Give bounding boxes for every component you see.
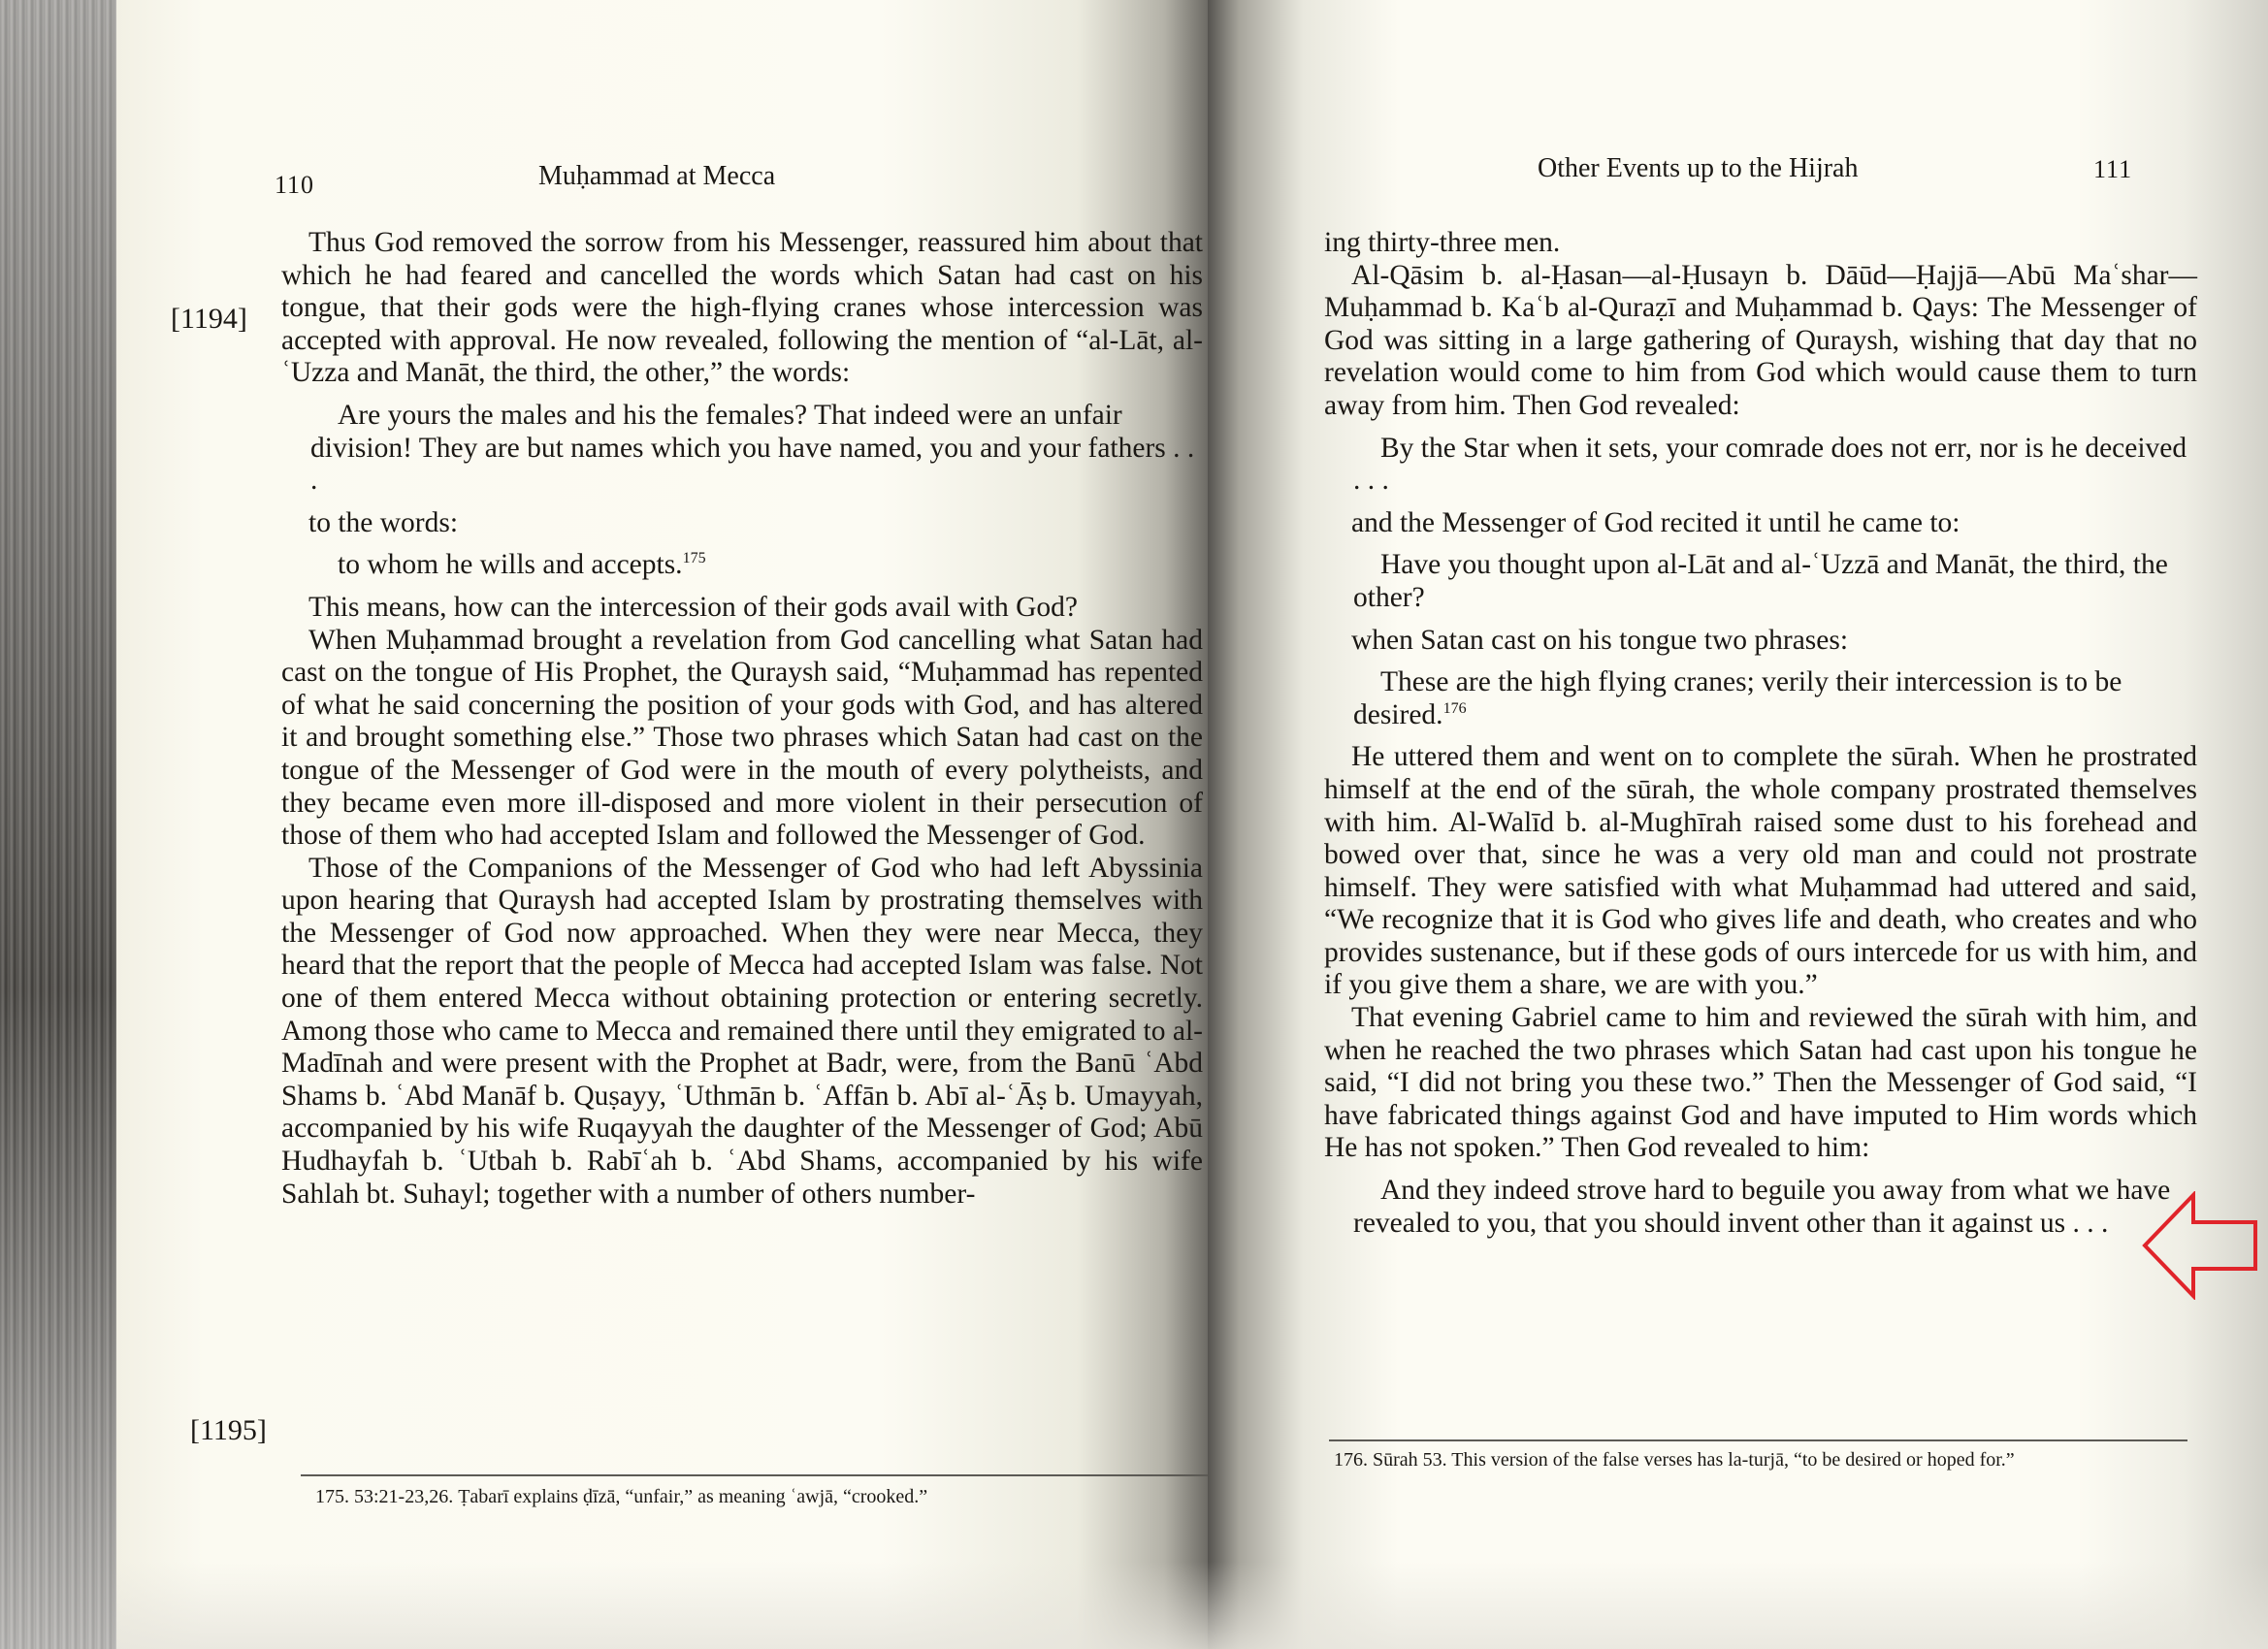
paragraph: Those of the Companions of the Messenger of God who had left Abyssinia upon hearing that Quraysh had accepted Islam by prostrating themselves with the Messenger of God now approached. When they were near Mecca, they heard that the report that the people of Mecca had accepted Islam was false. Not one of them entered Mecca without obtaining protection or entering secretly. Among those who came to Mecca and remained there until they emigrated to al-Madīnah and were present with the Prophet at Badr, were, from the Banū ʿAbd Shams b. ʿAbd Manāf b. Quṣayy, ʿUthmān b. ʿAffān b. Abī al-ʿĀṣ b. Umayyah, accompanied by his wife Ruqayyah the daughter of the Messenger of God; Abū Hudhayfah b. ʿUtbah b. Rabīʿah b. ʿAbd Shams, accompanied by his wife Sahlah bt. Suhayl; together with a number of others number- (281, 852, 1203, 1210)
left-folio: 110 (275, 171, 315, 199)
block-quote (310, 549, 1203, 582)
left-page (116, 0, 1208, 1649)
paragraph: to the words: (308, 506, 459, 538)
block-quote: Are yours the males and his the females? That indeed were an unfair division! They are but names which you have named, you and your fathers . . . (310, 399, 1195, 497)
left-running-head: Muḥammad at Mecca (538, 161, 776, 191)
quote-text: These are the high flying cranes; verily their intercession is to be desired. (1353, 666, 2122, 730)
block-quote: Have you thought upon al-Lāt and al-ʿUzzā and Manāt, the third, the other? (1353, 549, 2168, 613)
paragraph: When Muḥammad brought a revelation from God cancelling what Satan had cast on the tongue of His Prophet, the Quraysh said, “Muḥammad has repented of what he said concerning the position of your gods with God, and has altered it and brought something else.” Those two phrases which Satan had cast on the tongue of the Messenger of God were in the mouth of every polytheists, and they became even more ill-disposed and more violent in their persecution of those of them who had accepted Islam and followed the Messenger of God. (281, 624, 1203, 852)
right-text-column (1324, 227, 2197, 1249)
right-folio: 111 (2093, 155, 2133, 183)
left-text-column (281, 227, 1203, 1211)
margin-ref-1194: [1194] (171, 303, 247, 335)
right-running-head: Other Events up to the Hijrah (1538, 153, 1859, 183)
block-quote (1353, 666, 2197, 731)
paragraph: and the Messenger of God recited it until he came to: (1351, 506, 1960, 538)
arrow-left-outline-icon (2139, 1191, 2260, 1300)
paragraph: ing thirty-three men. (1324, 227, 1561, 258)
footnote-marker-176: 176 (1442, 699, 1467, 717)
paragraph: when Satan cast on his tongue two phrases: (1351, 624, 1849, 656)
paragraph: Al-Qāsim b. al-Ḥasan—al-Ḥusayn b. Dāūd—Ḥajjā—Abū Maʿshar—Muḥammad b. Kaʿb al-Quraẓī and Muḥammad b. Qays: The Messenger of God was sitting in a large gathering of Quraysh, wishing that day that no revelation would come to him from God which would cause them to turn away from him. Then God revealed: (1324, 259, 2197, 421)
left-footnote: 175. 53:21-23,26. Ṭabarī explains ḍīzā, “unfair,” as meaning ʿawjā, “crooked.” (315, 1486, 928, 1507)
block-quote: By the Star when it sets, your comrade does not err, nor is he deceived . . . (1353, 432, 2187, 497)
right-page (1208, 0, 2268, 1649)
right-footnote: 176. Sūrah 53. This version of the false verses has la-turjā, “to be desired or hoped for.” (1334, 1449, 2015, 1471)
footnote-marker-175: 175 (682, 550, 706, 567)
footnote-rule (301, 1474, 1213, 1476)
margin-ref-1195: [1195] (190, 1414, 267, 1446)
page-shadow (116, 1562, 2268, 1649)
paragraph: That evening Gabriel came to him and reviewed the sūrah with him, and when he reached the two phrases which Satan had cast upon his tongue he said, “I did not bring you these two.” Then the Messenger of God said, “I have fabricated things against God and have imputed to Him words which He has not spoken.” Then God revealed to him: (1324, 1002, 2197, 1164)
page-edges (0, 0, 116, 1649)
quote-text: to whom he wills and accepts. (338, 549, 683, 581)
paragraph: This means, how can the intercession of their gods avail with God? (308, 591, 1079, 623)
paragraph: He uttered them and went on to complete the sūrah. When he prostrated himself at the end of the sūrah, the whole company prostrated themselves with him. Al-Walīd b. al-Mughīrah raised some dust to his forehead and bowed over that, since he was a very old man and could not prostrate himself. They were satisfied with what Muḥammad had uttered and said, “We recognize that it is God who gives life and death, who creates and who provides sustenance, but if these gods of ours intercede for us with him, and if you give them a share, we are with you.” (1324, 741, 2197, 1001)
footnote-rule (1329, 1439, 2187, 1441)
paragraph: Thus God removed the sorrow from his Messenger, reassured him about that which he had feared and cancelled the words which Satan had cast on his tongue, that their gods were the high-flying cranes whose intercession was accepted with approval. He now revealed, following the mention of “al-Lāt, al-ʿUzza and Manāt, the third, the other,” the words: (281, 227, 1203, 389)
block-quote: And they indeed strove hard to beguile you away from what we have revealed to you, that you should invent other than it against us . . . (1353, 1175, 2171, 1239)
